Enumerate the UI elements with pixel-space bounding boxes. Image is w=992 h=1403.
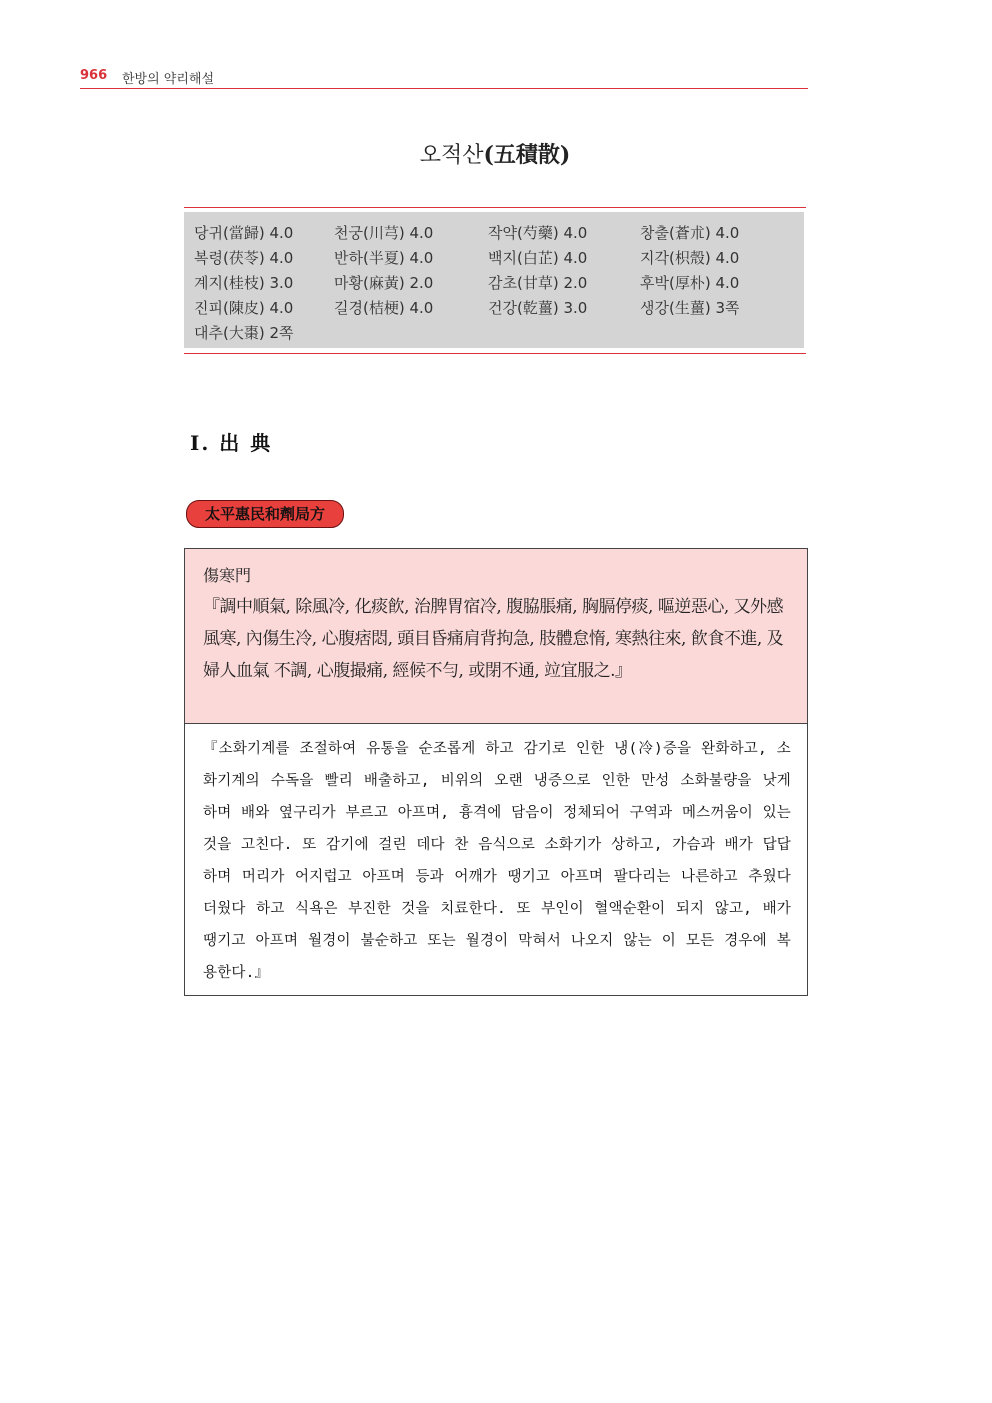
herb-item: 복령(茯苓) 4.0 (194, 249, 294, 267)
herb-item: 건강(乾薑) 3.0 (488, 299, 588, 317)
source-quote-box (184, 548, 808, 996)
herb-list-box (184, 212, 804, 348)
herb-item: 천궁(川芎) 4.0 (334, 224, 434, 242)
herb-box-bottom-rule (184, 353, 806, 354)
section-heading: Ⅰ. 出 典 (190, 431, 273, 455)
herb-item: 감초(甘草) 2.0 (488, 274, 588, 292)
herb-item: 당귀(當歸) 4.0 (194, 224, 294, 242)
herb-item: 마황(麻黃) 2.0 (334, 274, 434, 292)
chapter-label: 傷寒門 (203, 566, 252, 585)
page-header (80, 66, 808, 89)
korean-translation-text: 『소화기계를 조절하여 유통을 순조롭게 하고 감기로 인한 냉(冷)증을 완화하고, 소화기계의 수독을 빨리 배출하고, 비위의 오랜 냉증으로 인한 만성 소화불량을 낫게 하며 배와 옆구리가 부르고 아프며, 흉격에 담음이 정체되어 구역과 메스꺼움이 있는 것을 고친다. 또 감기에 걸린 데다 찬 음식으로 소화기가 상하고, 가슴과 배가 답답하며 머리가 어지럽고 아프며 등과 어깨가 땡기고 아프며 팔다리는 나른하고 추웠다 더웠다 하고 식욕은 부진한 것을 치료한다. 또 부인이 혈액순환이 되지 않고, 배가 땡기고 아프며 월경이 불순하고 또는 월경이 막혀서 나오지 않는 이 모든 경우에 복용한다.』 (203, 741, 791, 981)
herb-item: 계지(桂枝) 3.0 (194, 274, 294, 292)
source-book-tag: 太平惠民和劑局方 (186, 500, 344, 528)
herb-item: 대추(大棗) 2쪽 (194, 324, 294, 342)
prescription-title (184, 138, 806, 169)
herb-item: 백지(白芷) 4.0 (488, 249, 588, 267)
herb-item: 길경(桔梗) 4.0 (334, 299, 434, 317)
book-title: 한방의 약리해설 (122, 72, 215, 87)
herb-item: 지각(枳殼) 4.0 (640, 249, 740, 267)
herb-item: 작약(芍藥) 4.0 (488, 224, 588, 242)
herb-item: 후박(厚朴) 4.0 (640, 274, 740, 292)
herb-item: 반하(半夏) 4.0 (334, 249, 434, 267)
herb-item: 생강(生薑) 3쪽 (640, 299, 740, 317)
prescription-name-korean: 오적산 (419, 143, 484, 168)
herb-item: 진피(陳皮) 4.0 (194, 299, 294, 317)
page-number: 966 (80, 68, 108, 83)
original-text-panel (185, 549, 807, 724)
prescription-name-hanja: (五積散) (483, 142, 571, 168)
herb-item: 창출(蒼朮) 4.0 (640, 224, 740, 242)
herb-box-top-rule (184, 207, 806, 208)
original-hanja-text: 『調中順氣, 除風冷, 化痰飮, 治脾胃宿冷, 腹脇脹痛, 胸膈停痰, 嘔逆惡心, 又外感風寒, 內傷生冷, 心腹痞悶, 頭目昏痛肩背拘急, 肢體怠惰, 寒熱往來, 飮食不進, 及婦人血氣 不調, 心腹撮痛, 經候不勻, 或閉不通, 竝宜服之.』 (203, 597, 784, 681)
